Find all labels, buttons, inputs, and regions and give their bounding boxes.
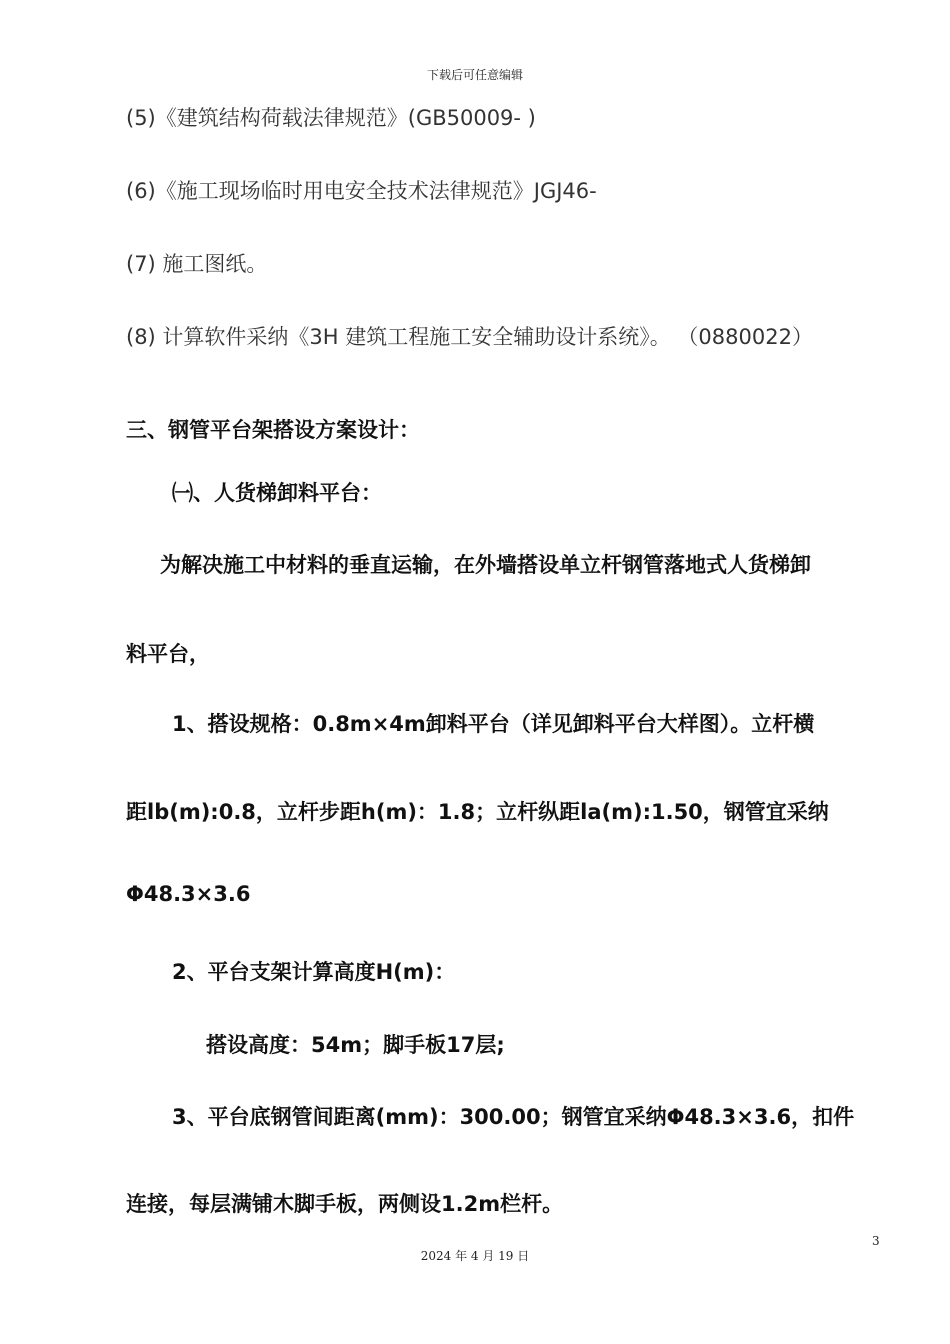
footer-date: 2024 年 4 月 19 日 [420, 1249, 530, 1263]
reference-8: (8) 计算软件采纳《3H 建筑工程施工安全辅助设计系统》。 （0880022） [126, 325, 813, 349]
item-1-line-1: 1、搭设规格：0.8m×4m卸料平台（详见卸料平台大样图）。立杆横 [172, 712, 815, 736]
item-3-line-1: 3、平台底钢管间距离(mm)：300.00；钢管宜采纳Φ48.3×3.6，扣件 [172, 1105, 855, 1129]
section-title: 三、钢管平台架搭设方案设计： [126, 418, 420, 442]
item-2-detail: 搭设高度：54m；脚手板17层; [206, 1033, 505, 1057]
item-2: 2、平台支架计算高度H(m)： [172, 960, 456, 984]
subsection-title: ㈠、人货梯卸料平台： [172, 481, 382, 505]
item-1-line-2: 距lb(m):0.8，立杆步距h(m)：1.8；立杆纵距la(m):1.50，钢管宜采纳 [126, 800, 829, 824]
page-number: 3 [872, 1234, 880, 1248]
reference-7: (7) 施工图纸。 [126, 252, 268, 276]
item-1-line-3: Φ48.3×3.6 [126, 882, 251, 906]
reference-5: (5)《建筑结构荷载法律规范》(GB50009- ) [126, 106, 536, 130]
reference-6: (6)《施工现场临时用电安全技术法律规范》JGJ46- [126, 179, 597, 203]
page-header: 下载后可任意编辑 [426, 68, 523, 82]
intro-paragraph-line-1: 为解决施工中材料的垂直运输，在外墙搭设单立杆钢管落地式人货梯卸 [160, 553, 811, 577]
item-3-line-2: 连接，每层满铺木脚手板，两侧设1.2m栏杆。 [126, 1192, 564, 1216]
intro-paragraph-line-2: 料平台， [126, 642, 210, 666]
